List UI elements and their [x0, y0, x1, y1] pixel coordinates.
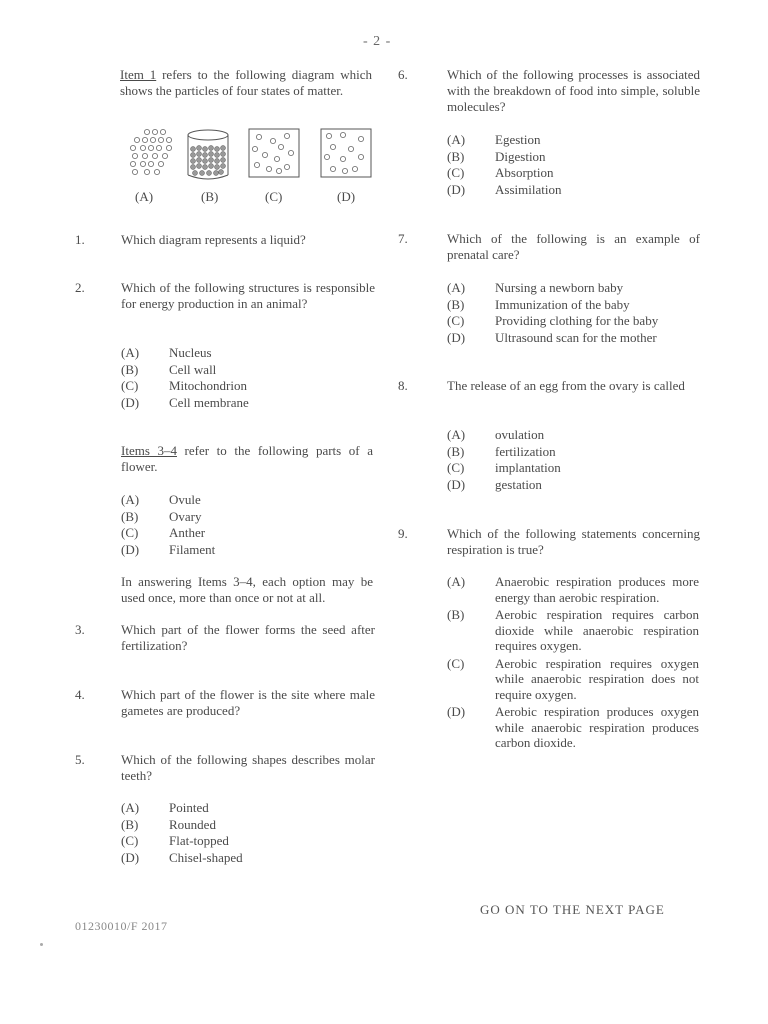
option[interactable]: (A) Egestion — [447, 132, 541, 147]
item1-intro — [120, 67, 372, 99]
diagram-label-a: (A) — [135, 189, 154, 204]
items34-underlined: Items 3–4 — [121, 443, 177, 458]
question-5 — [75, 752, 375, 784]
option[interactable]: (C) implantation — [447, 460, 561, 475]
question-text: Which of the following shapes describes molar teeth? — [121, 752, 375, 783]
diagram-a — [127, 127, 179, 179]
option[interactable]: (A) Anaerobic respiration produces more energy than aerobic respiration. — [447, 574, 699, 605]
question-number: 3. — [75, 622, 85, 637]
option: (D) Filament — [121, 541, 216, 557]
option[interactable]: (C) Mitochondrion — [121, 378, 247, 393]
option[interactable]: (C) Absorption — [447, 165, 554, 180]
question-number: 2. — [75, 280, 85, 295]
question-text: Which part of the flower forms the seed after fertilization? — [121, 622, 375, 653]
question-number: 7. — [398, 231, 408, 246]
option[interactable]: (C) Flat-topped — [121, 833, 229, 848]
states-of-matter-diagram — [125, 127, 375, 207]
question-2-options — [121, 345, 371, 411]
diagram-d — [319, 127, 373, 179]
question-text: Which of the following statements concerning respiration is true? — [447, 526, 700, 557]
question-number: 5. — [75, 752, 85, 767]
items34-intro — [121, 443, 373, 475]
option[interactable]: (B) fertilization — [447, 443, 556, 459]
question-2 — [75, 280, 375, 312]
option[interactable]: (B) Cell wall — [121, 361, 217, 377]
page-number: - 2 - — [363, 34, 392, 49]
question-number: 6. — [398, 67, 408, 82]
question-6-options — [447, 132, 699, 198]
option: (B) Ovary — [121, 508, 202, 524]
diagram-b — [185, 127, 231, 183]
scan-mark — [40, 943, 43, 946]
question-7-options — [447, 280, 699, 346]
question-text: The release of an egg from the ovary is called — [447, 378, 685, 393]
diagram-label-b: (B) — [201, 189, 219, 204]
question-text: Which part of the flower is the site where male gametes are produced? — [121, 687, 375, 718]
question-1 — [75, 232, 375, 248]
diagram-label-d: (D) — [337, 189, 356, 204]
option[interactable]: (D) Cell membrane — [121, 394, 249, 410]
question-text: Which of the following processes is associated with the breakdown of food into simple, soluble molecules? — [447, 67, 700, 114]
option[interactable]: (C) Aerobic respiration requires oxygen while anaerobic respiration does not require oxygen. — [447, 655, 699, 702]
option: (C) Anther — [121, 525, 206, 540]
items34-options — [121, 492, 371, 558]
option[interactable]: (D) Aerobic respiration produces oxygen while anaerobic respiration produces carbon dioxide. — [447, 704, 699, 750]
question-text: Which of the following structures is responsible for energy production in an animal? — [121, 280, 375, 311]
option[interactable]: (D) Chisel-shaped — [121, 849, 243, 865]
diagram-label-c: (C) — [265, 189, 283, 204]
question-3 — [75, 622, 375, 654]
question-6 — [398, 67, 700, 115]
option[interactable]: (B) Rounded — [121, 816, 216, 832]
question-text: Which diagram represents a liquid? — [121, 232, 306, 247]
question-7 — [398, 231, 700, 263]
option[interactable]: (B) Aerobic respiration requires carbon dioxide while anaerobic respiration requires oxygen. — [447, 607, 699, 653]
option[interactable]: (C) Providing clothing for the baby — [447, 313, 659, 328]
paper-code: 01230010/F 2017 — [75, 919, 168, 933]
question-number: 8. — [398, 378, 408, 393]
option[interactable]: (B) Digestion — [447, 148, 546, 164]
option[interactable]: (D) Ultrasound scan for the mother — [447, 329, 657, 345]
item1-intro-text: refers to the following diagram which shows the particles of four states of matter. — [120, 67, 373, 98]
option[interactable]: (D) gestation — [447, 476, 542, 492]
option[interactable]: (A) Pointed — [121, 800, 209, 815]
item1-underlined: Item 1 — [120, 67, 157, 82]
question-number: 4. — [75, 687, 85, 702]
question-8 — [398, 378, 700, 394]
question-4 — [75, 687, 375, 719]
question-8-options — [447, 427, 699, 493]
go-on-next-page: GO ON TO THE NEXT PAGE — [480, 902, 665, 917]
option: (A) Ovule — [121, 492, 201, 507]
question-number: 9. — [398, 526, 408, 541]
items34-intro-text: refer to the following parts of a flower. — [121, 443, 373, 474]
option[interactable]: (B) Immunization of the baby — [447, 296, 630, 312]
question-number: 1. — [75, 232, 85, 247]
option[interactable]: (A) ovulation — [447, 427, 545, 442]
question-text: Which of the following is an example of prenatal care? — [447, 231, 700, 262]
question-5-options — [121, 800, 371, 866]
items34-note: In answering Items 3–4, each option may be used once, more than once or not at all. — [121, 574, 373, 605]
option[interactable]: (A) Nucleus — [121, 345, 212, 360]
option[interactable]: (A) Nursing a newborn baby — [447, 280, 624, 295]
option[interactable]: (D) Assimilation — [447, 181, 562, 197]
question-9 — [398, 526, 700, 558]
diagram-c — [247, 127, 301, 179]
question-9-options — [447, 574, 699, 751]
